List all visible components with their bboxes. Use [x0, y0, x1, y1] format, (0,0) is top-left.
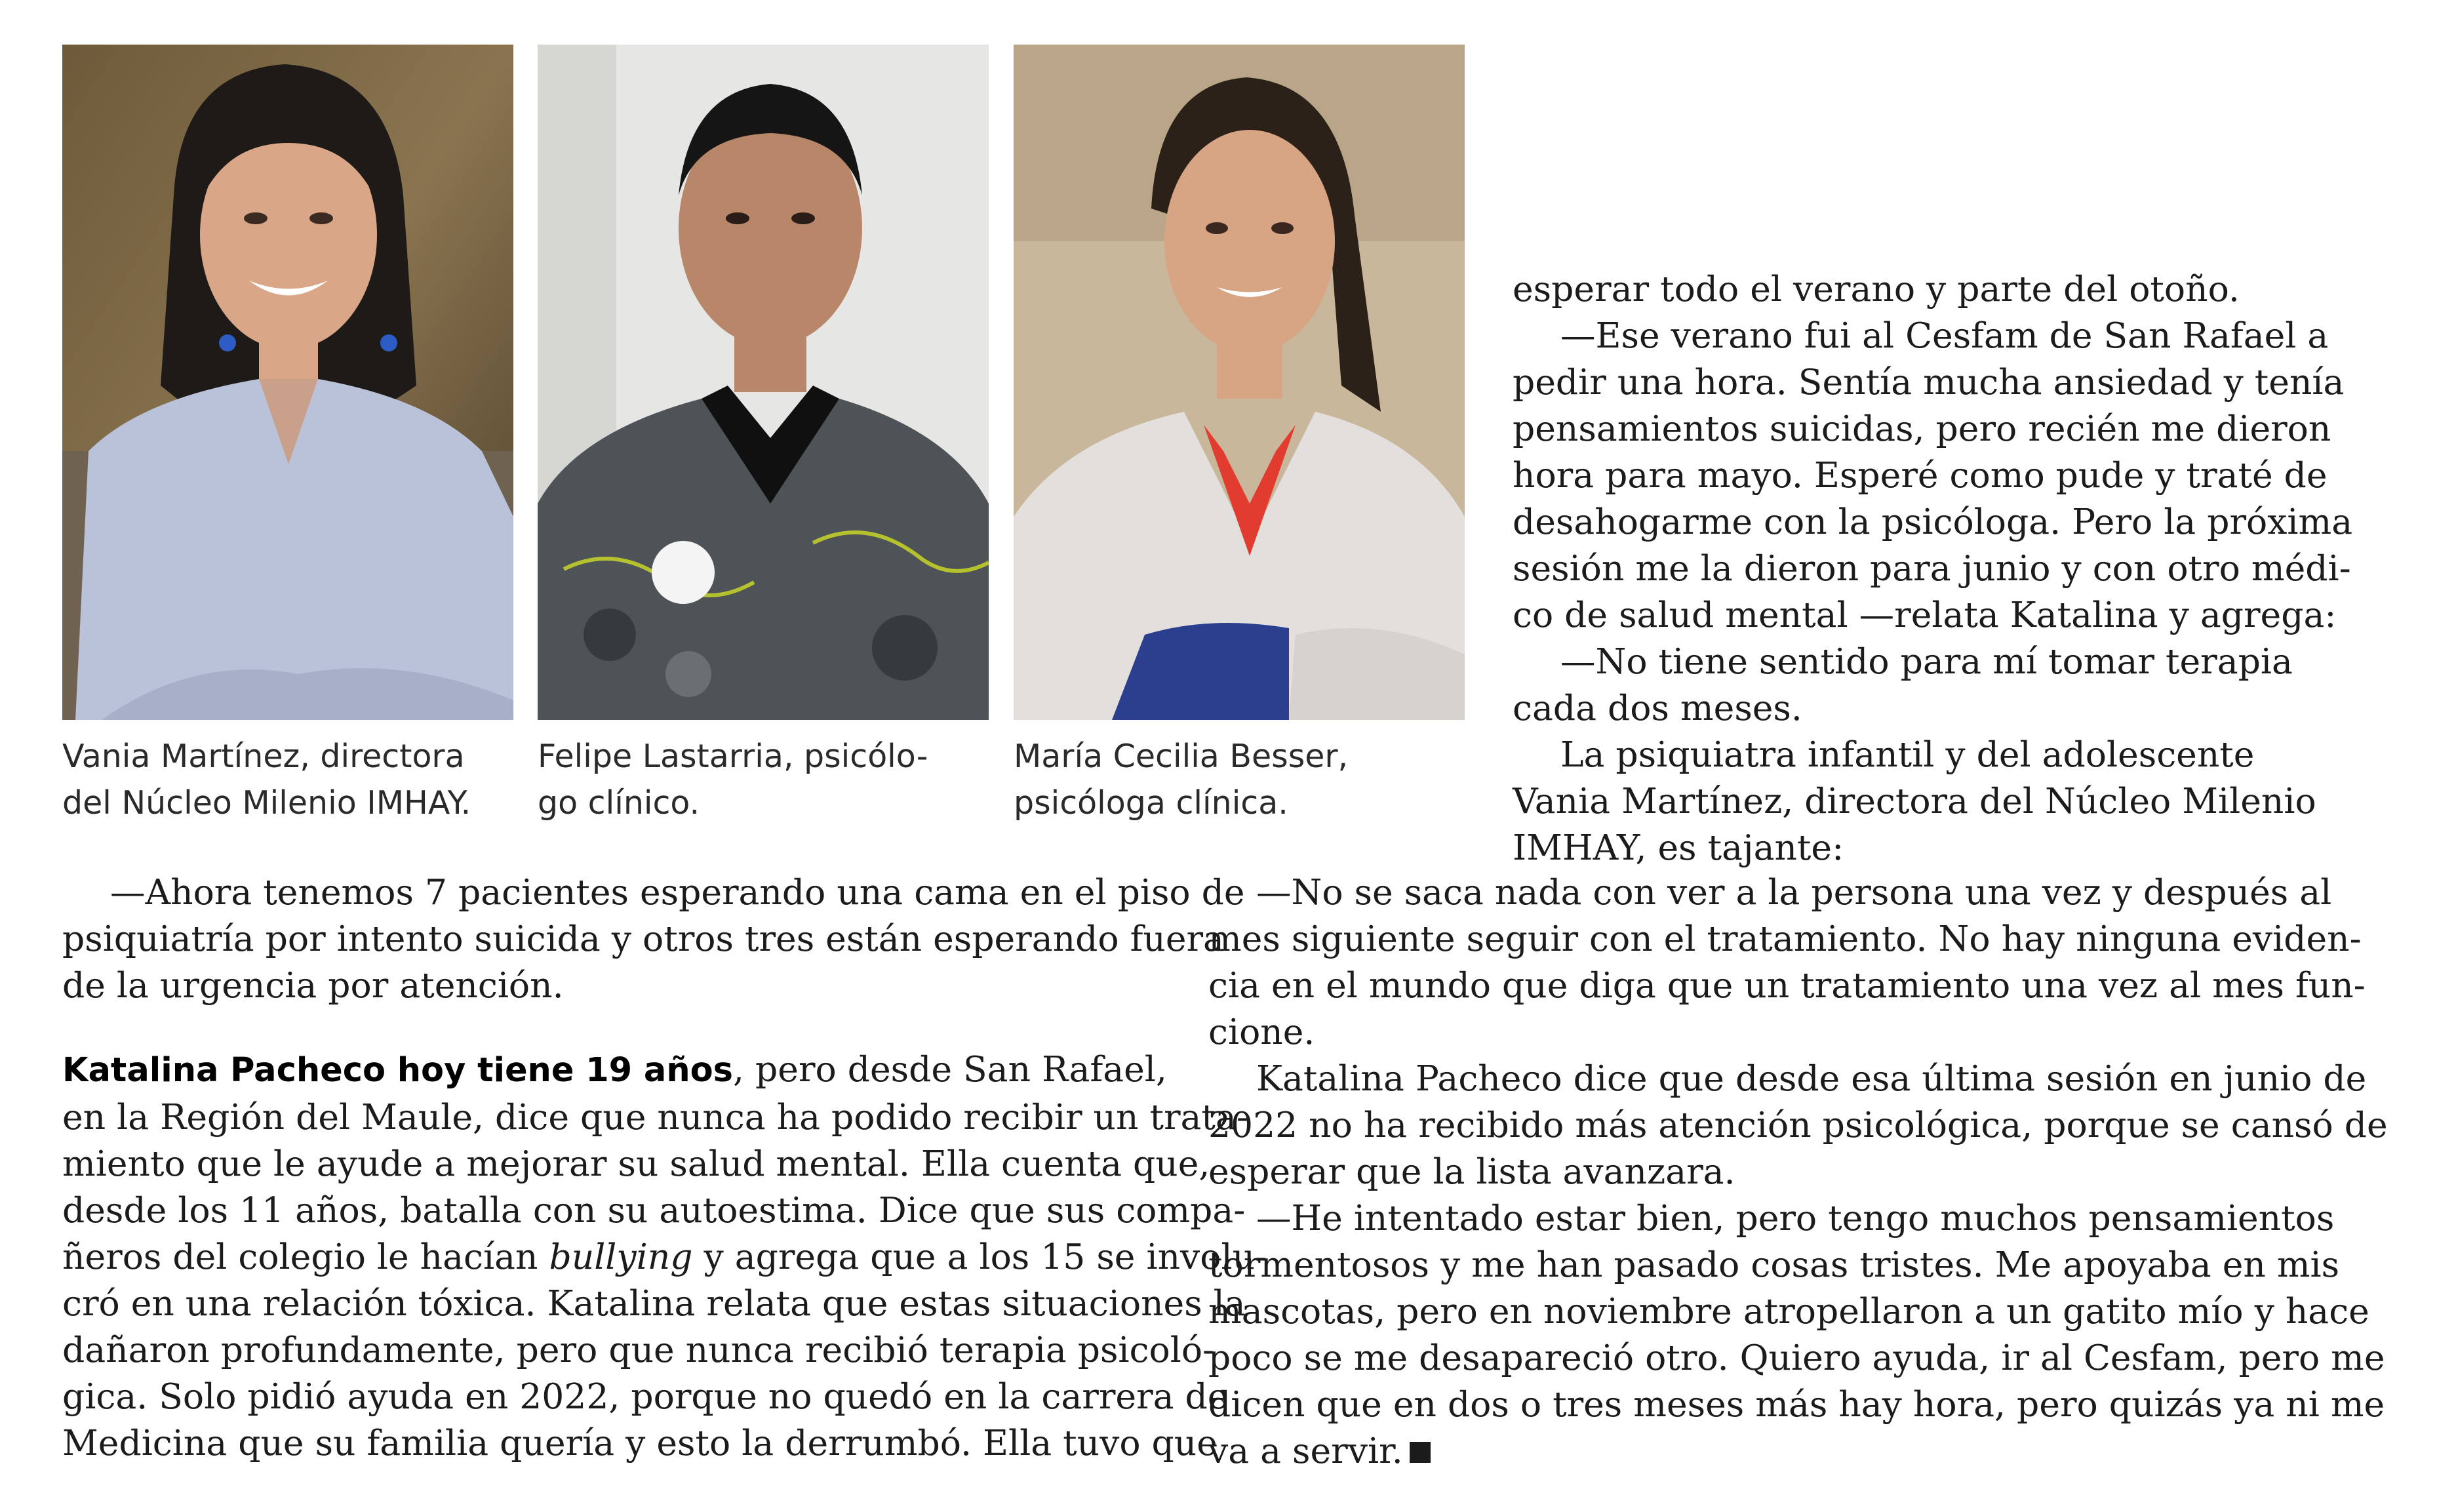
caption-line: Vania Martínez, directora [62, 738, 465, 775]
text-line: cione. [1208, 1011, 1315, 1052]
text-line: tormentosos y me han pasado cosas tristes. Me apoyaba en mis [1208, 1244, 2340, 1285]
text-line: desde los 11 años, batalla con su autoestima. Dice que sus compa- [62, 1189, 1246, 1231]
text-line: —He intentado estar bien, pero tengo muchos pensamientos [1256, 1197, 2335, 1239]
lead-in-rest: , pero desde San Rafael, [733, 1048, 1167, 1090]
text-line: —No tiene sentido para mí tomar terapia [1560, 641, 2293, 682]
text-line: cró en una relación tóxica. Katalina relata que estas situaciones la [62, 1283, 1246, 1324]
photo-caption-felipe [538, 733, 1010, 826]
text-line: desahogarme con la psicóloga. Pero la próxima [1513, 501, 2353, 542]
text-line: mes siguiente seguir con el tratamiento. No hay ninguna eviden- [1208, 918, 2362, 959]
text-line: —Ahora tenemos 7 pacientes esperando una cama en el piso de [110, 871, 1245, 913]
text-line: gica. Solo pidió ayuda en 2022, porque no quedó en la carrera de [62, 1376, 1229, 1417]
text-line: cada dos meses. [1513, 687, 1802, 728]
text-line: poco se me desapareció otro. Quiero ayuda, ir al Cesfam, pero me [1208, 1337, 2385, 1378]
final-line [1208, 1427, 2388, 1474]
text-line: miento que le ayude a mejorar su salud mental. Ella cuenta que, [62, 1143, 1210, 1184]
text-line: esperar que la lista avanzara. [1208, 1151, 1735, 1192]
paragraph-gap [62, 1008, 1267, 1046]
article-column-left [62, 869, 1267, 1466]
caption-line: psicóloga clínica. [1014, 784, 1288, 822]
caption-line: go clínico. [538, 784, 700, 822]
text-line: de la urgencia por atención. [62, 965, 564, 1006]
text-line: 2022 no ha recibido más atención psicológica, porque se cansó de [1208, 1104, 2388, 1145]
text-segment: va a servir. [1208, 1430, 1403, 1471]
text-line: IMHAY, es tajante: [1513, 827, 1844, 868]
photo-caption-maria [1014, 733, 1486, 826]
text-line: Vania Martínez, directora del Núcleo Milenio [1513, 780, 2316, 822]
text-line: Medicina que su familia quería y esto la derrumbó. Ella tuvo que [62, 1422, 1218, 1463]
text-line: —Ese verano fui al Cesfam de San Rafael a [1560, 315, 2329, 356]
text-line: esperar todo el verano y parte del otoño. [1513, 268, 2240, 309]
italic-word: bullying [549, 1236, 693, 1277]
caption-line: María Cecilia Besser, [1014, 738, 1349, 775]
text-line: pensamientos suicidas, pero recién me dieron [1513, 408, 2331, 449]
text-line: co de salud mental —relata Katalina y agrega: [1513, 594, 2337, 635]
text-line: dicen que en dos o tres meses más hay hora, pero quizás ya ni me [1208, 1383, 2385, 1425]
text-line-with-italic [62, 1233, 1267, 1280]
article-column-right-lower [1208, 869, 2388, 1474]
text-line: pedir una hora. Sentía mucha ansiedad y tenía [1513, 361, 2345, 403]
end-of-article-mark [1410, 1442, 1431, 1463]
lead-line [62, 1046, 1267, 1094]
text-line: cia en el mundo que diga que un tratamiento una vez al mes fun- [1208, 965, 2366, 1006]
text-line: mascotas, pero en noviembre atropellaron a un gatito mío y hace [1208, 1290, 2369, 1332]
text-segment: ñeros del colegio le hacían [62, 1236, 549, 1277]
article-column-right-upper [1513, 266, 2352, 871]
caption-line: del Núcleo Milenio IMHAY. [62, 784, 471, 822]
text-line: La psiquiatra infantil y del adolescente [1560, 734, 2255, 775]
caption-line: Felipe Lastarria, psicólo- [538, 738, 928, 775]
text-line: sesión me la dieron para junio y con otro médi- [1513, 547, 2351, 589]
text-line: —No se saca nada con ver a la persona una vez y después al [1256, 871, 2332, 913]
text-line: hora para mayo. Esperé como pude y traté de [1513, 454, 2328, 496]
text-line: Katalina Pacheco dice que desde esa última sesión en junio de [1256, 1058, 2367, 1099]
photo-maria-cecilia-besser [1014, 45, 1465, 720]
lead-in-bold: Katalina Pacheco hoy tiene 19 años [62, 1051, 734, 1090]
text-line: psiquiatría por intento suicida y otros tres están esperando fuera [62, 918, 1224, 959]
photo-vania-martinez [62, 45, 513, 720]
text-line: dañaron profundamente, pero que nunca recibió terapia psicoló- [62, 1329, 1215, 1370]
text-segment: y agrega que a los 15 se involu- [692, 1236, 1267, 1277]
photo-felipe-lastarria [538, 45, 989, 720]
text-line: en la Región del Maule, dice que nunca ha podido recibir un trata- [62, 1096, 1248, 1138]
photo-caption-vania [62, 733, 534, 826]
